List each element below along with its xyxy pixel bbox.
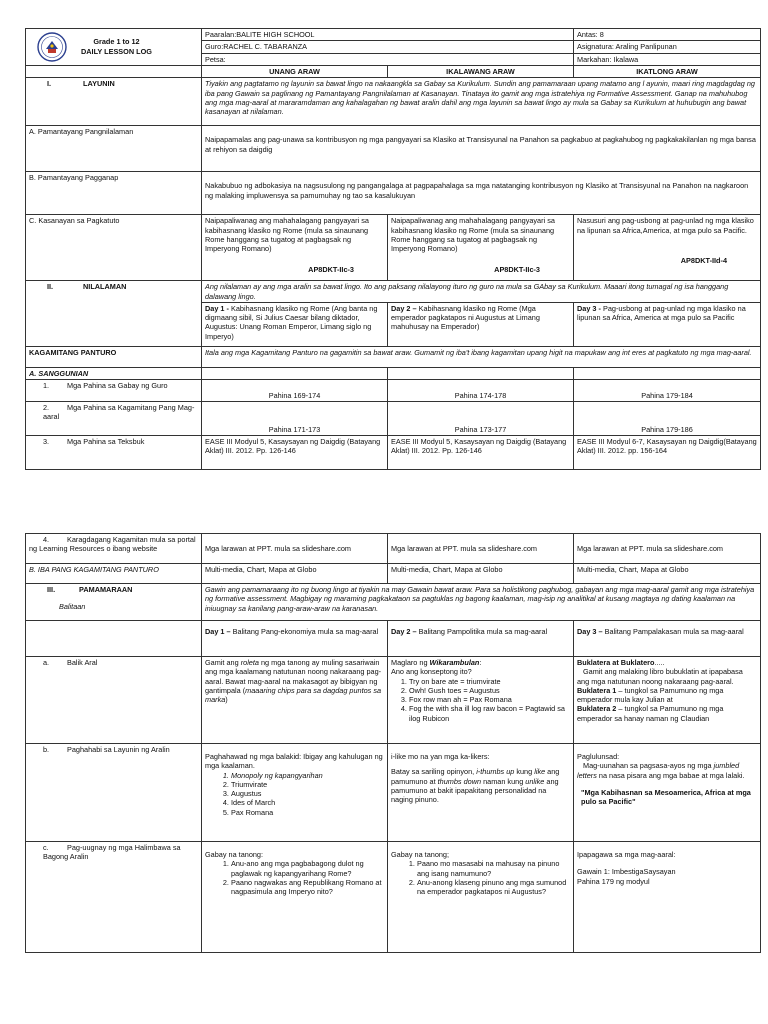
balik-aral-label-cell xyxy=(26,657,202,744)
pamamaraan-label-cell xyxy=(26,584,202,621)
list-item: 1. Paano mo masasabi na mahusay na pinuno ang isang namumuno? xyxy=(417,859,570,878)
iba-day3: Multi-media, Chart, Mapa at Globo xyxy=(574,564,761,584)
c-d2-head: Gabay na tanong; xyxy=(391,850,450,859)
b-d2-em2: like xyxy=(534,767,546,777)
subject-field: Asignatura: Araling Panlipunan xyxy=(574,41,761,53)
balik-aral-day2 xyxy=(388,657,574,744)
kagamitan-text: Itala ang mga Kagamitang Panturo na gagamitin sa bawat araw. Gumamit ng iba't ibang kagamitan upang higit na mapukaw ang int eres at pagkatuto ng mga mag-aaral. xyxy=(202,346,761,367)
a-d2-line: Ano ang konseptong ito? xyxy=(391,667,472,677)
list-item: 1. Anu-ano ang mga pagbabagong dulot ng paglawak ng kapangyarihang Rome? xyxy=(231,859,384,878)
a-d2-mid: : xyxy=(479,658,482,667)
sanggunian-row3-label-cell xyxy=(26,436,202,470)
row1-num: 1. xyxy=(43,381,50,391)
kasanayan-day1 xyxy=(202,215,388,281)
kasanayan-day2 xyxy=(388,215,574,281)
balitaan-day1-head: Day 1 – xyxy=(205,627,231,636)
row4-label: Karagdagang Kagamitan mula sa portal ng Learning Resources o ibang website xyxy=(29,535,196,554)
balik-aral-label: Balik Aral xyxy=(67,658,98,667)
list-item: 1. Try on bare ate = triumvirate xyxy=(409,677,570,686)
sanggunian-blank-3 xyxy=(574,367,761,379)
pangnilalaman-label: A. Pamantayang Pangnilalaman xyxy=(26,126,202,172)
list-item: 1. Monopoly ng kapangyarihan xyxy=(231,771,384,780)
grade-range: Grade 1 to 12 xyxy=(93,37,140,46)
day3-header: IKATLONG ARAW xyxy=(574,66,761,78)
balitaan-day2-head: Day 2 – xyxy=(391,627,417,636)
pamamaraan-label: PAMAMARAAN xyxy=(79,585,133,594)
list-item: 4. Ides of March xyxy=(231,798,384,807)
a-d3-t1: – tungkol sa Pamumuno ng mga emperador mula kay Julian at xyxy=(577,685,724,705)
kasanayan-day2-code: AP8DKT-IIc-3 xyxy=(494,265,540,275)
b-d2-l1: i-like mo na yan mga ka-likers: xyxy=(391,752,490,761)
a-d1-end: ) xyxy=(225,695,228,705)
b-d3-pre: Mag-uunahan sa pagsasa-ayos ng mga xyxy=(583,761,714,771)
balitaan-label: Balitaan xyxy=(59,602,86,612)
kasanayan-label: C. Kasanayan sa Pagkatuto xyxy=(26,215,202,281)
b-d2-em1: i-thumbs up xyxy=(476,767,515,777)
day2-header: IKALAWANG ARAW xyxy=(388,66,574,78)
row3-day2: EASE III Modyul 5, Kasaysayan ng Daigdig (Batayang Aklat) III. 2012. Pp. 126-146 xyxy=(388,436,574,470)
row4-day2: Mga larawan at PPT. mula sa slideshare.com xyxy=(388,534,574,564)
deped-seal-icon xyxy=(37,32,67,62)
iba-day2: Multi-media, Chart, Mapa at Globo xyxy=(388,564,574,584)
row4-day3: Mga larawan at PPT. mula sa slideshare.com xyxy=(574,534,761,564)
row2-label: Mga Pahina sa Kagamitang Pang Mag-aaral xyxy=(43,403,195,422)
pag-uugnay-day1 xyxy=(202,842,388,953)
row2-day3: Pahina 179-186 xyxy=(574,402,761,436)
nilalaman-label: NILALAMAN xyxy=(83,282,127,292)
b-d2-pre: Batay sa sariling opinyon, xyxy=(391,767,477,777)
c-num: c. xyxy=(43,843,49,852)
level-field: Antas: 8 xyxy=(574,29,761,41)
c-d2-list xyxy=(391,859,570,896)
a-d3-b2: Buklatera 2 xyxy=(577,704,617,714)
lesson-log-page-1 xyxy=(25,28,760,470)
nilalaman-day3-text: Pag-usbong at pag-unlad ng mga klasiko na lipunan sa Africa, America at mga pulo sa Pacific xyxy=(577,303,746,323)
list-item: 3. Fox row man ah = Pax Romana xyxy=(409,695,570,704)
a-d3-t2: – tungkol sa Pamumuno ng mga emperador sa hanay naman ng Claudian xyxy=(577,704,724,723)
nilalaman-day3 xyxy=(574,302,761,346)
b-d3-l1: Paglulunsad: xyxy=(577,752,620,761)
b-num: b. xyxy=(43,745,50,754)
a-d2-list xyxy=(391,677,570,723)
a-d3-head: Buklatera at Buklatero xyxy=(577,658,655,667)
b-d3-bold: "Mga Kabihasnan sa Mesoamerica, Africa at mga pulo sa Pacific" xyxy=(581,787,751,807)
b-d2-em4: unlike xyxy=(525,776,545,786)
row3-day1: EASE III Modyul 5, Kasaysayan ng Daigdig (Batayang Aklat) III. 2012. Pp. 126-146 xyxy=(202,436,388,470)
log-title: DAILY LESSON LOG xyxy=(81,47,152,56)
paghahabi-label: Paghahabi sa Layunin ng Aralin xyxy=(67,745,170,754)
a-d3-b1: Buklatera 1 xyxy=(577,685,617,695)
pagganap-label: B. Pamantayang Pagganap xyxy=(26,172,202,215)
balitaan-day1 xyxy=(202,621,388,657)
row4-day1: Mga larawan at PPT. mula sa slideshare.com xyxy=(202,534,388,564)
pag-uugnay-day3 xyxy=(574,842,761,953)
kagamitan-label: KAGAMITANG PANTURO xyxy=(26,346,202,367)
kasanayan-day3-code: AP8DKT-IId-4 xyxy=(680,255,727,265)
list-item: 2. Anu-anong klaseng pinuno ang mga sumunod na emperador pagkatapos ni Augustus? xyxy=(417,878,570,897)
nilalaman-day1 xyxy=(202,302,388,346)
b-d2-mid1: kung xyxy=(514,767,535,777)
blank-cell xyxy=(26,66,202,78)
b-d2-mid2: ang pamumuno at xyxy=(391,767,560,786)
a-d1-em2: maaaring chips para sa dagdag puntos sa marka xyxy=(205,685,382,705)
a-d2-pre: Maglaro ng xyxy=(391,658,430,667)
list-item: 2. Owh! Gush toes = Augustus xyxy=(409,686,570,695)
balitaan-day3 xyxy=(574,621,761,657)
row2-day2: Pahina 173-177 xyxy=(388,402,574,436)
pagganap-text: Nakabubuo ng adbokasiya na nagsusulong ng pangangalaga at pagpapahalaga sa mga natatanging kontribusyon ng Klasiko at Transisyunal na Panahon na nagkaroon ng malaking impluwensya sa pamumuhay ng tao sa kasalukuyan xyxy=(202,172,761,215)
a-d1-em: roleta xyxy=(240,658,259,667)
pangnilalaman-text: Naipapamalas ang pag-unawa sa kontribusyon ng mga pangyayari sa Klasiko at Transisyunal na Panahon sa pagkabuo at pagkahubog ng pagkakakilanlan ng mga bansa at rehiyon sa daigdig xyxy=(202,126,761,172)
balitaan-day1-text: Balitang Pang-ekonomiya mula sa mag-aaral xyxy=(230,627,379,636)
a-d1-mid: ng mga tanong ay muling sasariwain ang mga kaalamang natutunan noong nakaraang pag-aaral. Bawat mag-aaral na makasagot ay bibigyan ng gantimpala ( xyxy=(205,658,382,695)
a-d3-text: Gamit ang malaking libro bubuklatin at ipapabasa ang mga natutunan noong nakaraang pag-aaral. xyxy=(577,667,743,686)
pamamaraan-num: III. xyxy=(47,585,56,594)
paghahabi-day2 xyxy=(388,744,574,842)
row3-num: 3. xyxy=(43,437,50,447)
row1-day1: Pahina 169-174 xyxy=(202,380,388,402)
sanggunian-blank-2 xyxy=(388,367,574,379)
b-d2-em3: thumbs down xyxy=(437,776,482,786)
b-d1-text: Paghahawad ng mga balakid: Ibigay ang kahulugan ng mga kaalaman. xyxy=(205,752,383,771)
nilalaman-day1-head: Day 1 - xyxy=(205,303,229,313)
layunin-num: I. xyxy=(47,79,52,89)
sanggunian-row2-label-cell xyxy=(26,402,202,436)
list-item: 4. Fog the with sha ill log raw bacon = Pagtawid sa ilog Rubicon xyxy=(409,704,570,723)
layunin-text: Tiyakin ang pagtatamo ng layunin sa bawat lingo na nakaangkla sa Gabay sa Kurikulum. Sundin ang pamamaraan upang matamo ang l ayunin, maari ring magdagdag ng iba pang Gawain sa paglinang ng Pamantayang Pangnilalaman at Kasanayan. Tinataya ito gamit ang mga istratehiya ng Formative Assessment. Ganap na mahuhubog ang mga mag-aaral at mararamdaman ang kahalagahan ng bawat aralin dahil ang mga layunin sa bawat lingo ay mula sa Gabay sa Kurikulum at huhubugin ang bawat kasanayan at nilalaman. xyxy=(202,78,761,126)
balitaan-day3-head: Day 3 – xyxy=(577,627,603,636)
row4-num: 4. xyxy=(43,535,50,544)
header-logo-cell xyxy=(26,29,202,66)
sanggunian-label: A. SANGGUNIAN xyxy=(26,367,202,379)
c-d1-list xyxy=(205,859,384,896)
nilalaman-day2-head: Day 2 – xyxy=(391,303,417,313)
list-item: 2. Triumvirate xyxy=(231,780,384,789)
kasanayan-day3 xyxy=(574,215,761,281)
row1-day3: Pahina 179-184 xyxy=(574,380,761,402)
nilalaman-label-cell xyxy=(26,281,202,347)
row2-num: 2. xyxy=(43,403,50,413)
b-d2-mid3: naman kung xyxy=(481,776,526,786)
list-item: 2. Paano nagwakas ang Republikang Romano at nagpasimula ang Imperyo nito? xyxy=(231,878,384,897)
pag-uugnay-label-cell xyxy=(26,842,202,953)
balik-aral-day3 xyxy=(574,657,761,744)
kasanayan-day3-text: Nasusuri ang pag-usbong at pag-unlad ng mga klasiko na lipunan sa Africa,America, at mga pulo sa Pacific. xyxy=(577,216,754,235)
a-d1-pre: Gamit ang xyxy=(205,658,241,667)
row3-day3: EASE III Modyul 6-7, Kasaysayan ng Daigdig(Batayang Aklat) III. 2012. pp. 156-164 xyxy=(574,436,761,470)
lesson-log-page-2 xyxy=(25,533,760,953)
kasanayan-day1-code: AP8DKT-IIc-3 xyxy=(308,265,354,275)
layunin-label-cell xyxy=(26,78,202,126)
row1-label: Mga Pahina sa Gabay ng Guro xyxy=(67,381,168,391)
nilalaman-day2-text: Kabihasnang klasiko ng Rome (Mga emperador pagkatapos ni Augustus at Limang mahuhusay na Emperador) xyxy=(391,303,540,332)
row4-label-cell xyxy=(26,534,202,564)
sanggunian-blank-1 xyxy=(202,367,388,379)
lesson-log-table-1 xyxy=(25,28,761,470)
nilalaman-day3-head: Day 3 - xyxy=(577,303,601,313)
date-field: Petsa: xyxy=(202,53,574,65)
kasanayan-day1-text: Naipapaliwanag ang mahahalagang pangyayari sa kabihasnang klasiko ng Rome (mula sa sinaunang Rome hanggang sa tugatog at pagbagsak ng Imperyong Romano) xyxy=(205,216,369,254)
a-num: a. xyxy=(43,658,50,667)
nilalaman-num: II. xyxy=(47,282,54,292)
list-item: 3. Augustus xyxy=(231,789,384,798)
pag-uugnay-day2 xyxy=(388,842,574,953)
nilalaman-day1-text: Kabihasnang klasiko ng Rome (Ang banta ng digmaang sibil, Si Julius Caesar bilang diktador, Augustus: Unang Roman Emperor, Limang siglo ng Imperyo) xyxy=(205,303,378,341)
row1-day2: Pahina 174-178 xyxy=(388,380,574,402)
nilalaman-day2 xyxy=(388,302,574,346)
iba-day1: Multi-media, Chart, Mapa at Globo xyxy=(202,564,388,584)
c-d3-l1: Gawain 1: ImbestigaSaysayan xyxy=(577,867,676,877)
balitaan-day2-text: Balitang Pampolitika mula sa mag-aaral xyxy=(416,627,548,636)
teacher-field: Guro:RACHEL C. TABARANZA xyxy=(202,41,574,53)
quarter-field: Markahan: Ikalawa xyxy=(574,53,761,65)
row3-label: Mga Pahina sa Teksbuk xyxy=(67,437,145,447)
pamamaraan-text: Gawin ang pamamaraang ito ng buong lingo at tiyakin na may Gawain bawat araw. Para sa holistikong paghubog, gabayan ang mga mag-aaral gamit ang mga istratehiya ng formative assessment. Magbigay ng maraming pagkakataon sa pagtuklas ng bagong kaalaman, mag-isip ng analitikal at kusang magtaya ng dating kaalaman na iniuugnay sa kanilang pang-araw-araw na karanasan. xyxy=(202,584,761,621)
paghahabi-label-cell xyxy=(26,744,202,842)
b-d2-end: ang pamumuno at bakit ipapakitang personalidad na naging pinuno. xyxy=(391,776,559,805)
layunin-label: LAYUNIN xyxy=(83,79,115,89)
school-field: Paaralan:BALITE HIGH SCHOOL xyxy=(202,29,574,41)
balik-aral-day1 xyxy=(202,657,388,744)
balitaan-blank xyxy=(26,621,202,657)
a-d3-dots: ..... xyxy=(654,658,665,667)
b-d3-end: na nasa pisara ang mga babae at mga lalaki. xyxy=(596,770,745,780)
iba-label: B. IBA PANG KAGAMITANG PANTURO xyxy=(26,564,202,584)
pag-uugnay-label: Pag-uugnay ng mga Halimbawa sa Bagong Aralin xyxy=(43,843,181,862)
list-item: 5. Pax Romana xyxy=(231,808,384,817)
b-d3-em: jumbled letters xyxy=(577,761,740,780)
paghahabi-day1 xyxy=(202,744,388,842)
c-d3-head: Ipapagawa sa mga mag-aaral: xyxy=(577,850,676,859)
row2-day1: Pahina 171-173 xyxy=(202,402,388,436)
nilalaman-text: Ang nilalaman ay ang mga aralin sa bawat lingo. Ito ang paksang nilalayong ituro ng guro na mula sa GAbay sa Kurikulum. Maaari itong tumagal ng isa hanggang dalawang lingo. xyxy=(202,281,761,303)
a-d2-em: Wikarambulan xyxy=(429,658,480,667)
lesson-log-table-2 xyxy=(25,533,761,953)
c-d1-head: Gabay na tanong: xyxy=(205,850,264,859)
paghahabi-day3 xyxy=(574,744,761,842)
b-d1-list xyxy=(205,771,384,817)
sanggunian-row1-label-cell xyxy=(26,380,202,402)
balitaan-day3-text: Balitang Pampalakasan mula sa mag-aaral xyxy=(602,627,744,636)
balitaan-day2 xyxy=(388,621,574,657)
day1-header: UNANG ARAW xyxy=(202,66,388,78)
kasanayan-day2-text: Naipapaliwanag ang mahahalagang pangyayari sa kabihasnang klasiko ng Rome (mula sa sinaunang Rome hanggang sa tugatog at pagbagsak ng Imperyong Romano) xyxy=(391,216,555,254)
c-d3-l2: Pahina 179 ng modyul xyxy=(577,876,650,886)
